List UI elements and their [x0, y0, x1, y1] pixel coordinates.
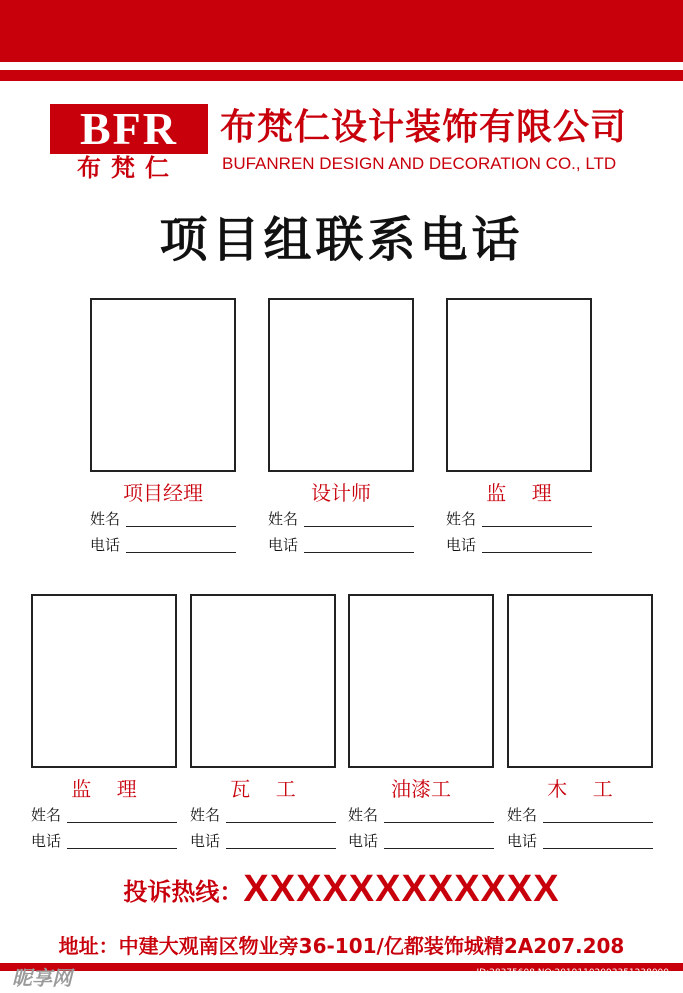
name-blank-line [226, 822, 336, 823]
phone-field [190, 828, 336, 854]
name-label: 姓名 [446, 510, 477, 528]
role-label: 监 理 [486, 481, 552, 505]
name-label: 姓名 [90, 510, 121, 528]
contact-card-painter [348, 594, 494, 854]
contact-card-supervisor-1 [446, 298, 592, 558]
photo-placeholder [348, 594, 494, 768]
role-label: 瓦 工 [230, 777, 296, 801]
contact-card-carpenter [507, 594, 653, 854]
role-label: 油漆工 [391, 777, 451, 801]
name-blank-line [67, 822, 177, 823]
phone-blank-line [384, 848, 494, 849]
phone-blank-line [543, 848, 653, 849]
name-label: 姓名 [507, 806, 538, 824]
name-field [446, 506, 592, 532]
name-field [31, 802, 177, 828]
role-label: 木 工 [547, 777, 613, 801]
phone-field [446, 532, 592, 558]
contact-card-designer [268, 298, 414, 558]
phone-blank-line [67, 848, 177, 849]
watermark-logo: 昵享网 [12, 966, 72, 990]
phone-label: 电话 [348, 832, 379, 850]
photo-placeholder [507, 594, 653, 768]
phone-label: 电话 [190, 832, 221, 850]
complaint-hotline [0, 868, 683, 911]
name-field [348, 802, 494, 828]
phone-label: 电话 [90, 536, 121, 554]
phone-label: 电话 [31, 832, 62, 850]
name-field [268, 506, 414, 532]
phone-field [31, 828, 177, 854]
phone-label: 电话 [446, 536, 477, 554]
name-field [190, 802, 336, 828]
phone-blank-line [304, 552, 414, 553]
role-label: 监 理 [71, 777, 137, 801]
photo-placeholder [90, 298, 236, 472]
company-name-en: BUFANREN DESIGN AND DECORATION CO., LTD [222, 154, 617, 173]
photo-placeholder [31, 594, 177, 768]
phone-label: 电话 [507, 832, 538, 850]
top-red-stripe [0, 70, 683, 81]
name-blank-line [482, 526, 592, 527]
photo-placeholder [190, 594, 336, 768]
name-field [507, 802, 653, 828]
role-label: 项目经理 [123, 481, 203, 505]
name-blank-line [543, 822, 653, 823]
contact-card-tiler [190, 594, 336, 854]
contact-card-supervisor-2 [31, 594, 177, 854]
phone-label: 电话 [268, 536, 299, 554]
name-blank-line [384, 822, 494, 823]
name-label: 姓名 [31, 806, 62, 824]
name-blank-line [126, 526, 236, 527]
top-red-band [0, 0, 683, 62]
name-label: 姓名 [268, 510, 299, 528]
logo-chinese-name: 布梵仁 [77, 154, 179, 182]
name-blank-line [304, 526, 414, 527]
phone-field [348, 828, 494, 854]
contact-card-project-manager [90, 298, 236, 558]
complaint-number: XXXXXXXXXXXX [243, 868, 560, 910]
phone-field [507, 828, 653, 854]
name-field [90, 506, 236, 532]
phone-blank-line [126, 552, 236, 553]
phone-field [90, 532, 236, 558]
complaint-label: 投诉热线： [123, 878, 244, 906]
name-label: 姓名 [348, 806, 379, 824]
company-name-cn: 布梵仁设计装饰有限公司 [220, 107, 628, 148]
phone-field [268, 532, 414, 558]
name-label: 姓名 [190, 806, 221, 824]
phone-blank-line [482, 552, 592, 553]
address-line: 地址：中建大观南区物业旁36-101/亿都装饰城精2A207.208 [58, 934, 625, 958]
page-title: 项目组联系电话 [159, 212, 524, 268]
phone-blank-line [226, 848, 336, 849]
photo-placeholder [446, 298, 592, 472]
photo-placeholder [268, 298, 414, 472]
bfr-logo: BFR [50, 104, 208, 154]
watermark-id: ID:28375608 NO:20191102093351238000 [476, 968, 669, 978]
role-label: 设计师 [311, 481, 371, 505]
